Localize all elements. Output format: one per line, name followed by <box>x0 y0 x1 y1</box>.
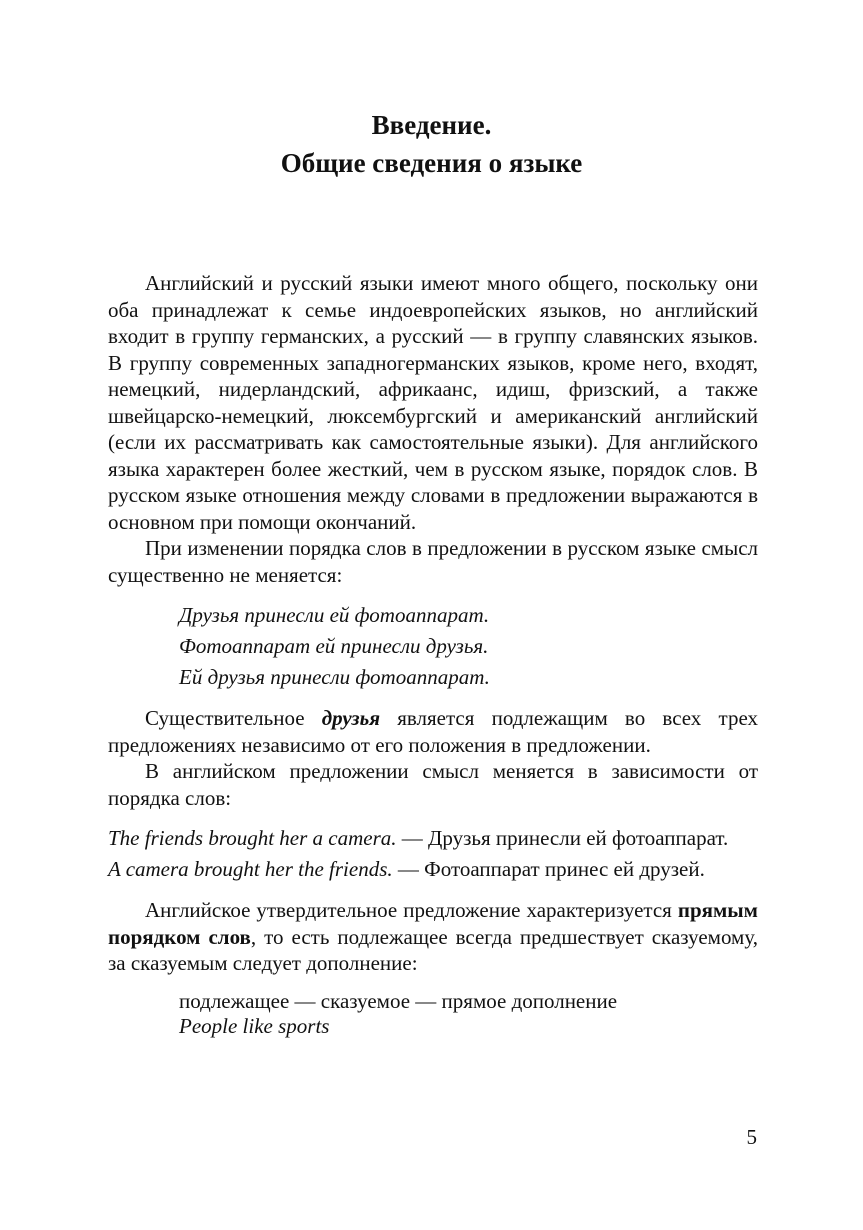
direct-order-text-after: , то есть подлежащее всегда предшествует сказуемому, за сказуемым следует дополнение: <box>108 924 758 975</box>
paragraph-intro: Английский и русский языки имеют много общего, поскольку они оба принадлежат к семье индоевропейских языков, но английский входит в группу германских, а русский — в группу славянских языков. В группу современных западногерманских языков, кроме него, входят, немецкий, нидерландский, африкаанс, идиш, фризский, а также швейцарско-немецкий, люксембургский и американский английский (если их рассматривать как самостоятельные языки). Для английского языка характерен более жесткий, чем в русском языке, порядок слов. В русском языке отношения между словами в предложении выражаются в основном при помощи окончаний. <box>108 271 758 534</box>
pattern-example: People like sports <box>179 1013 330 1038</box>
page-number: 5 <box>746 1125 757 1149</box>
english-examples <box>108 823 758 885</box>
paragraph-word-order: При изменении порядка слов в предложении в русском языке смысл существенно не меняется: <box>108 536 758 587</box>
english-sentence: The friends brought her a camera. <box>108 826 397 850</box>
direct-order-term: прямым порядком слов <box>108 898 758 949</box>
english-sentence: A camera brought her the friends. <box>108 857 393 881</box>
pattern-scheme: подлежащее — сказуемое — прямое дополнение <box>179 988 618 1013</box>
paragraph-direct-order <box>108 897 758 977</box>
paragraph-subject <box>108 705 758 758</box>
subject-text-before: Существительное <box>145 706 322 730</box>
heading-line-2: Общие сведения о языке <box>280 148 583 178</box>
russian-translation: — Фотоаппарат принес ей друзей. <box>392 857 705 881</box>
russian-example: Ей друзья принесли фотоаппарат. <box>179 665 490 689</box>
russian-example: Друзья принесли ей фотоаппарат. <box>179 603 490 627</box>
chapter-heading <box>0 106 863 182</box>
paragraph-english-order: В английском предложении смысл меняется в зависимости от порядка слов: <box>108 759 758 810</box>
russian-example: Фотоаппарат ей принесли друзья. <box>179 634 489 658</box>
english-example <box>108 854 758 885</box>
russian-translation: — Друзья принесли ей фотоаппарат. <box>396 826 729 850</box>
sentence-pattern <box>179 989 758 1039</box>
subject-text-after: является подлежащим во всех трех предложениях независимо от его положения в предложении. <box>108 706 758 757</box>
body-text <box>108 270 758 1039</box>
direct-order-text-before: Английское утвердительное предложение характеризуется <box>145 898 678 922</box>
russian-examples <box>179 600 758 693</box>
subject-term: друзья <box>321 706 381 730</box>
heading-line-1: Введение. <box>371 110 492 140</box>
english-example <box>108 823 758 854</box>
